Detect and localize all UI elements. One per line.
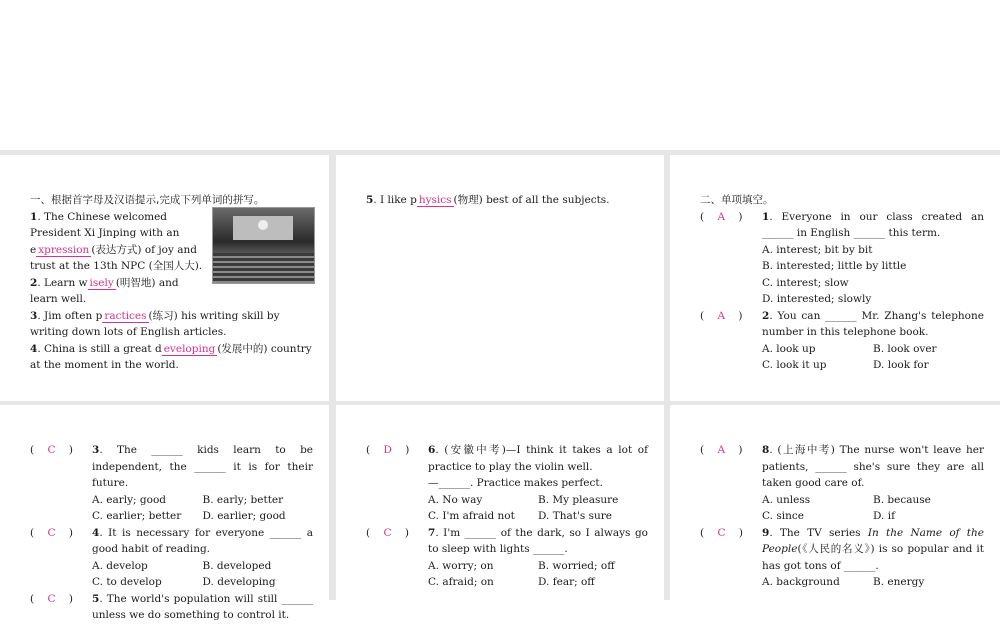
question-number: 5	[92, 592, 100, 605]
panel-choice-1	[670, 155, 1000, 401]
answer-letter: D	[383, 444, 392, 456]
question-text: . (安徽中考)—I think it takes a lot of practice to play the violin well.	[428, 444, 648, 473]
question-number: 4	[30, 342, 38, 355]
question-text: . Jim often p	[37, 309, 103, 322]
question-number: 4	[92, 526, 100, 539]
option-b: B. look over	[873, 342, 937, 355]
option-b: B. interested; little by little	[762, 260, 907, 272]
option-b: B. worried; off	[538, 559, 615, 572]
answer-fill: xpression	[38, 243, 90, 256]
options	[762, 492, 984, 525]
question-text: . The Chinese welcomed President Xi Jinping with an e	[30, 210, 180, 256]
answer-letter: A	[717, 309, 726, 322]
question-hint: (表达方式) of joy and trust at the 13th NPC (全国人大).	[30, 243, 203, 272]
question-text: . The ______ kids learn to be independent, the ______ it is for their future.	[92, 444, 313, 489]
worksheet-grid	[0, 150, 1000, 621]
option-b: B. because	[873, 493, 931, 506]
tv-series-title: In the Name of the People	[762, 526, 985, 555]
option-d: D. developing	[202, 576, 276, 588]
question-hint: (明智地) and learn well.	[30, 276, 179, 305]
question-text-continued: (《人民的名义》) is so popular and it has got tons of ______.	[762, 543, 984, 572]
section-title-spelling: 一、根据首字母及汉语提示,完成下列单词的拼写。	[30, 194, 265, 206]
question-hint: (发展中的) country at the moment in the world.	[30, 342, 312, 371]
option-b: B. energy	[873, 576, 925, 588]
panel-choice-4	[670, 405, 1000, 600]
answer-fill: hysics	[418, 194, 452, 206]
mc-question-2	[700, 308, 984, 374]
option-d: D. if	[873, 510, 895, 522]
option-c: C. afraid; on	[428, 576, 494, 588]
panel-6-content	[700, 442, 984, 591]
option-b: B. developed	[202, 559, 272, 572]
question-1	[30, 209, 209, 275]
question-number: 9	[762, 526, 770, 539]
answer-bracket: ( A )	[700, 444, 743, 456]
answer-bracket: ( C )	[700, 526, 743, 539]
option-a: A. look up	[762, 342, 816, 355]
question-hint: (物理) best of all the subjects.	[453, 194, 610, 206]
options	[762, 341, 984, 374]
option-d: D. interested; slowly	[762, 293, 872, 305]
panel-choice-2	[0, 405, 329, 621]
option-c: C. to develop	[92, 576, 162, 588]
options	[428, 492, 648, 525]
question-number: 5	[366, 194, 374, 206]
question-number: 8	[762, 444, 770, 456]
question-3	[30, 308, 313, 341]
option-d: D. earlier; good	[202, 510, 286, 522]
question-5	[366, 192, 648, 209]
mc-question-9	[700, 525, 984, 591]
option-a: A. interest; bit by bit	[762, 243, 873, 256]
answer-bracket: ( C )	[30, 444, 73, 456]
answer-fill: ractices	[104, 309, 147, 322]
option-c: C. look it up	[762, 359, 827, 371]
question-text: . The TV series	[769, 526, 868, 539]
top-blank-area	[0, 0, 1000, 150]
mc-question-7	[366, 525, 648, 591]
congress-hall-photo	[212, 207, 315, 284]
question-text: . (上海中考) The nurse won't leave her patients, ______ she's sure they are all taken good care of.	[762, 444, 984, 489]
question-number: 6	[428, 444, 436, 456]
option-a: A. develop	[92, 559, 148, 572]
question-text: . Learn w	[37, 276, 88, 289]
answer-fill: eveloping	[163, 342, 216, 355]
question-hint: (练习) his writing skill by writing down lots of English articles.	[30, 309, 280, 338]
mc-question-6	[366, 442, 648, 525]
mc-question-3	[30, 442, 313, 525]
question-text: . The world's population will still ______ unless we do something to control it.	[92, 592, 313, 621]
question-number: 3	[92, 444, 100, 456]
option-a: A. No way	[428, 493, 483, 506]
question-text: . I'm ______ of the dark, so I always go to sleep with lights ______.	[428, 526, 648, 555]
option-a: A. worry; on	[428, 559, 494, 572]
question-text: . You can ______ Mr. Zhang's telephone number in this telephone book.	[762, 309, 984, 338]
answer-letter: A	[717, 210, 726, 223]
question-reply: —______. Practice makes perfect.	[428, 477, 603, 489]
option-c: C. I'm afraid not	[428, 510, 515, 522]
mc-question-4	[30, 525, 313, 591]
answer-letter: C	[383, 526, 392, 539]
answer-bracket: ( D )	[366, 444, 410, 456]
answer-letter: C	[47, 444, 56, 456]
question-number: 1	[30, 210, 38, 223]
question-number: 1	[762, 210, 770, 223]
answer-bracket: ( C )	[30, 592, 73, 605]
option-b: B. early; better	[202, 493, 284, 506]
question-4	[30, 341, 313, 374]
panel-2-content	[366, 192, 648, 209]
options	[762, 242, 984, 308]
option-b: B. My pleasure	[538, 493, 619, 506]
option-a: A. unless	[762, 493, 811, 506]
panel-choice-3	[336, 405, 664, 600]
answer-bracket: ( C )	[30, 526, 73, 539]
question-2	[30, 275, 209, 308]
question-text: . China is still a great d	[37, 342, 162, 355]
option-d: D. fear; off	[538, 576, 595, 588]
panel-spelling-2	[336, 155, 664, 401]
answer-letter: C	[717, 526, 726, 539]
mc-question-1	[700, 209, 984, 308]
options	[92, 558, 313, 591]
options	[762, 574, 984, 591]
options	[428, 558, 648, 591]
question-text: . It is necessary for everyone ______ a good habit of reading.	[92, 526, 313, 555]
option-c: C. since	[762, 510, 804, 522]
answer-letter: C	[47, 526, 56, 539]
mc-question-8	[700, 442, 984, 525]
section-title-choice: 二、单项填空。	[700, 194, 774, 206]
option-c: C. earlier; better	[92, 510, 182, 522]
panel-3-content	[700, 192, 984, 374]
question-number: 2	[30, 276, 38, 289]
answer-letter: A	[717, 444, 726, 456]
answer-letter: C	[47, 592, 56, 605]
options	[92, 492, 313, 525]
mc-question-5	[30, 591, 313, 624]
answer-bracket: ( C )	[366, 526, 409, 539]
option-c: C. interest; slow	[762, 276, 849, 289]
option-a: A. background	[762, 576, 840, 588]
panel-spelling-1	[0, 155, 329, 401]
answer-fill: isely	[89, 276, 114, 289]
option-d: D. look for	[873, 359, 929, 371]
answer-bracket: ( A )	[700, 210, 743, 223]
panel-4-content	[30, 442, 313, 624]
panel-1-content	[30, 192, 312, 374]
question-number: 7	[428, 526, 436, 539]
option-d: D. That's sure	[538, 510, 612, 522]
question-text: . Everyone in our class created an ______ in English ______ this term.	[762, 210, 984, 239]
panel-5-content	[366, 442, 648, 591]
question-number: 3	[30, 309, 38, 322]
question-number: 2	[762, 309, 770, 322]
answer-bracket: ( A )	[700, 309, 743, 322]
question-text: . I like p	[373, 194, 417, 206]
option-a: A. early; good	[92, 493, 167, 506]
